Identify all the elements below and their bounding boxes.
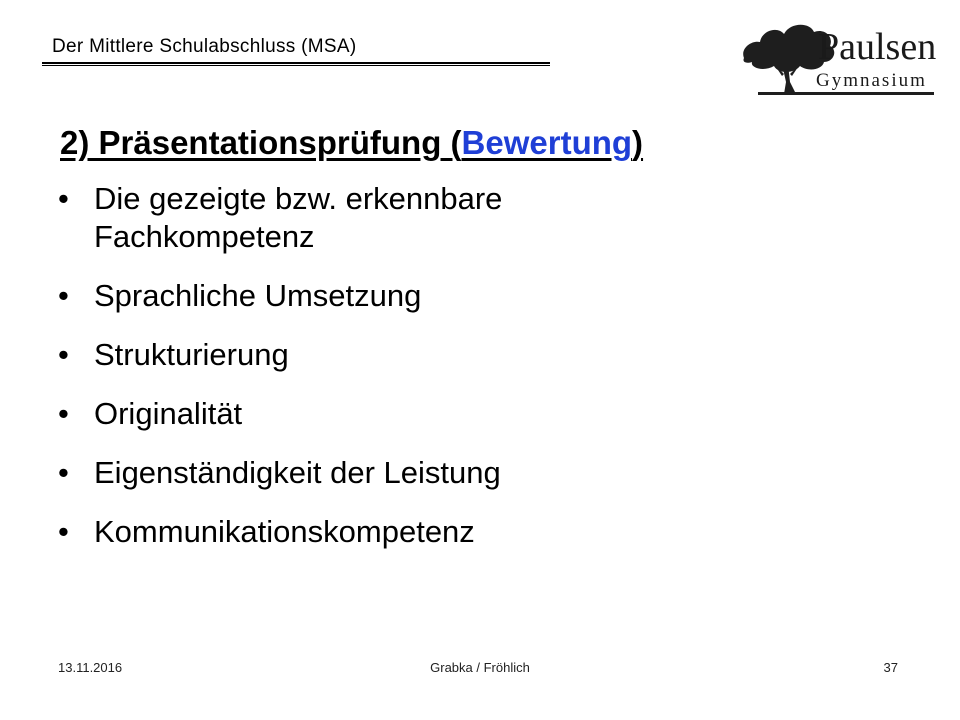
bullet-text: Eigenständigkeit der Leistung <box>94 455 501 490</box>
bullet-text: Kommunikationskompetenz <box>94 514 475 549</box>
bullet-marker: • <box>58 337 69 372</box>
bullet-text: Sprachliche Umsetzung <box>94 278 422 313</box>
bullet-text: Die gezeigte bzw. erkennbare Fachkompetenz <box>94 181 503 254</box>
bullet-marker: • <box>58 514 69 549</box>
bullet-marker: • <box>58 181 69 216</box>
bullet-marker: • <box>58 396 69 431</box>
bullet-text: Strukturierung <box>94 337 289 372</box>
slide-title-suffix: ) <box>632 124 644 161</box>
header-title: Der Mittlere Schulabschluss (MSA) <box>52 36 357 57</box>
school-logo <box>738 14 937 100</box>
logo-subname: Gymnasium <box>816 70 927 91</box>
slide-title <box>60 124 643 162</box>
bullet-item <box>58 277 698 315</box>
bullet-item <box>58 336 698 374</box>
footer-date: 13.11.2016 <box>58 660 123 675</box>
footer-page-number: 37 <box>883 660 898 675</box>
bullet-marker: • <box>58 455 69 490</box>
footer-author: Grabka / Fröhlich <box>430 660 530 675</box>
bullet-item <box>58 180 698 256</box>
logo-name: Paulsen <box>818 26 937 68</box>
bullet-marker: • <box>58 278 69 313</box>
slide-title-prefix: 2) Präsentationsprüfung ( <box>60 124 462 161</box>
bullet-item <box>58 395 698 433</box>
header-rule <box>42 62 550 66</box>
bullet-item <box>58 513 698 551</box>
bullet-list <box>58 180 698 572</box>
bullet-item <box>58 454 698 492</box>
slide-title-link[interactable]: Bewertung <box>461 124 633 161</box>
bullet-text: Originalität <box>94 396 243 431</box>
